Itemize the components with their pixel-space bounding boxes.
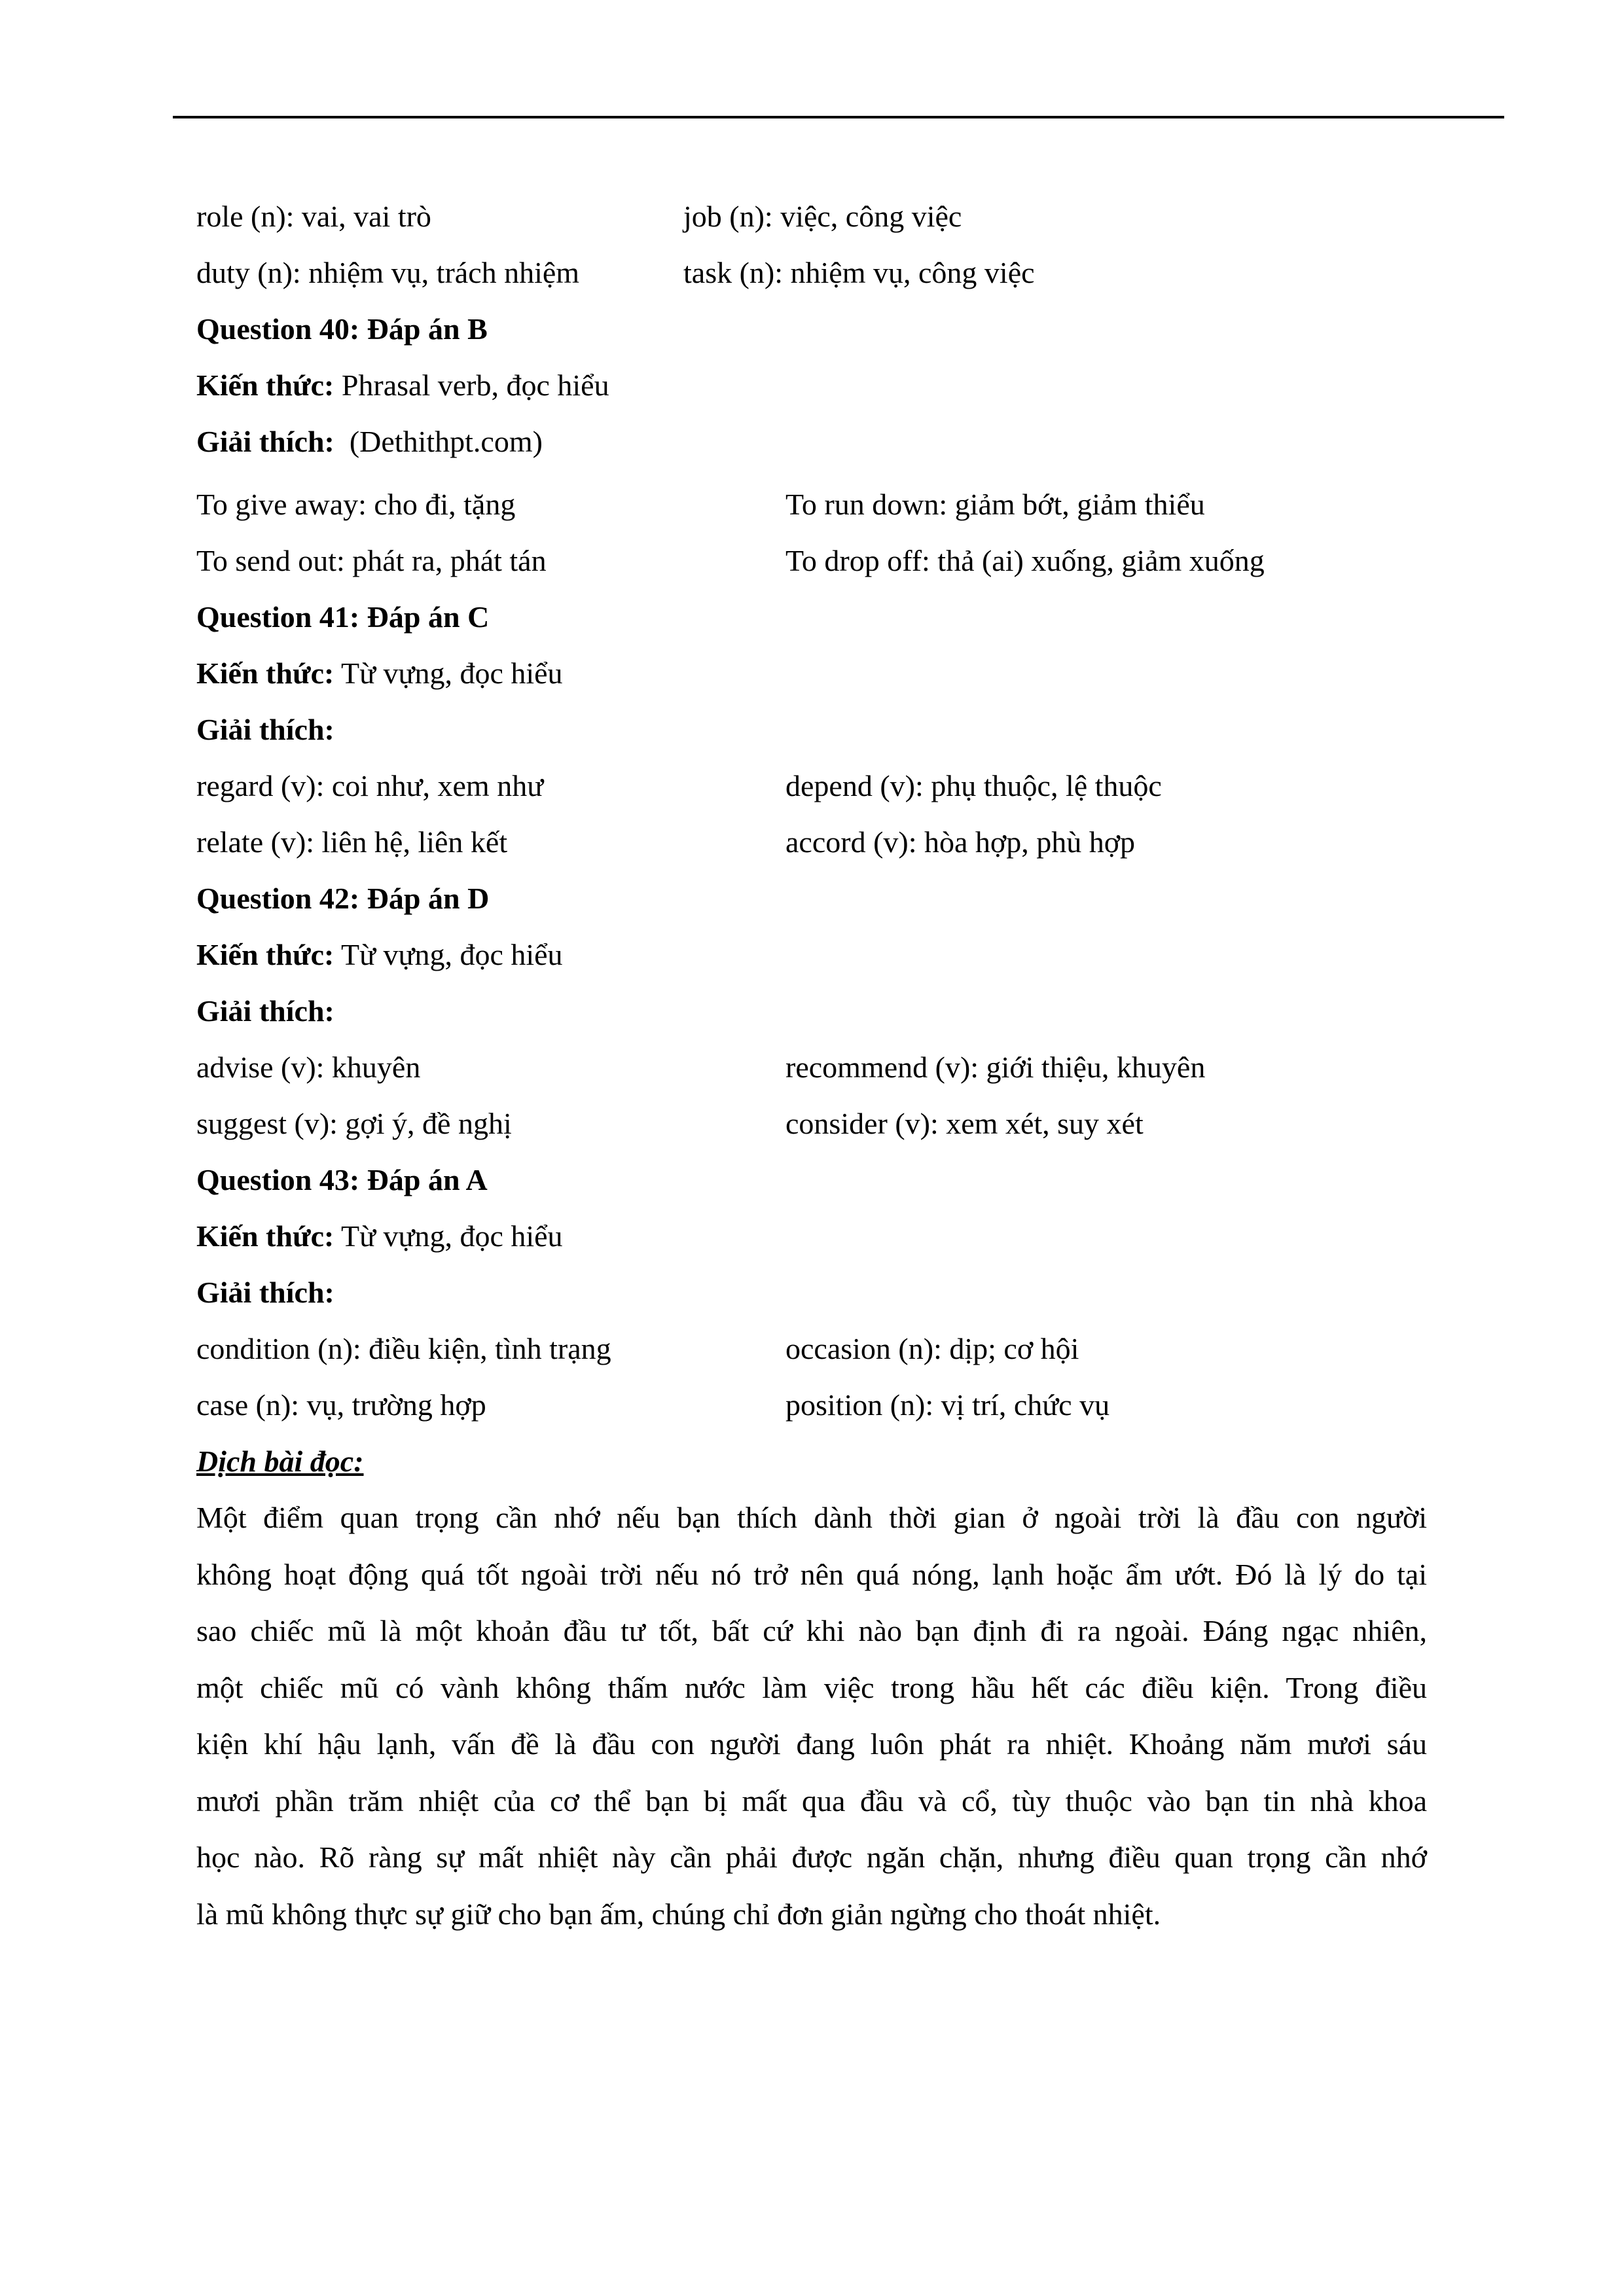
- vocab-row: [196, 1039, 1427, 1096]
- vocab-row: [196, 1321, 1427, 1377]
- vocab-right: To run down: giảm bớt, giảm thiểu: [785, 488, 1205, 521]
- vocab-left: case (n): vụ, trường hợp: [196, 1388, 486, 1422]
- knowledge-line: [196, 357, 1427, 414]
- vocab-right: task (n): nhiệm vụ, công việc: [683, 256, 1035, 289]
- vocab-right: occasion (n): dịp; cơ hội: [785, 1332, 1079, 1365]
- knowledge-value: Phrasal verb, đọc hiểu: [334, 368, 609, 402]
- translation-title: Dịch bài đọc:: [196, 1444, 364, 1478]
- header-rule: [173, 116, 1504, 118]
- vocab-right: job (n): việc, công việc: [683, 200, 962, 233]
- question-heading: Question 42: Đáp án D: [196, 882, 490, 915]
- vocab-right: position (n): vị trí, chức vụ: [785, 1388, 1110, 1422]
- vocab-left: condition (n): điều kiện, tình trạng: [196, 1332, 611, 1365]
- paragraph-line: một chiếc mũ có vành không thấm nước làm việc trong hầu hết các điều kiện. Trong điều: [196, 1670, 1427, 1704]
- vocab-row: [196, 245, 1427, 301]
- question-heading: Question 40: Đáp án B: [196, 312, 488, 346]
- vocab-row: [196, 814, 1427, 870]
- vocab-row: [196, 1377, 1427, 1433]
- paragraph-line: học nào. Rõ ràng sự mất nhiệt này cần phải được ngăn chặn, nhưng điều quan trọng cần nhớ: [196, 1840, 1427, 1874]
- explain-label: Giải thích:: [196, 713, 334, 746]
- knowledge-label: Kiến thức:: [196, 1219, 334, 1253]
- vocab-right: depend (v): phụ thuộc, lệ thuộc: [785, 769, 1162, 802]
- vocab-row: [196, 476, 1427, 533]
- knowledge-label: Kiến thức:: [196, 938, 334, 971]
- paragraph-line: là mũ không thực sự giữ cho bạn ấm, chúng chỉ đơn giản ngừng cho thoát nhiệt.: [196, 1897, 1161, 1931]
- knowledge-value: Từ vựng, đọc hiểu: [334, 656, 563, 690]
- translation-paragraph: [196, 1490, 1427, 1943]
- vocab-right: recommend (v): giới thiệu, khuyên: [785, 1050, 1206, 1084]
- vocab-row: [196, 1096, 1427, 1152]
- knowledge-label: Kiến thức:: [196, 656, 334, 690]
- vocab-left: suggest (v): gợi ý, đề nghị: [196, 1107, 512, 1140]
- explain-label: Giải thích:: [196, 994, 334, 1028]
- vocab-right: To drop off: thả (ai) xuống, giảm xuống: [785, 544, 1265, 577]
- explain-line: [196, 414, 1427, 476]
- paragraph-line: Một điểm quan trọng cần nhớ nếu bạn thích dành thời gian ở ngoài trời là đầu con người: [196, 1501, 1427, 1534]
- explain-label: Giải thích:: [196, 425, 334, 458]
- knowledge-value: Từ vựng, đọc hiểu: [334, 1219, 563, 1253]
- explain-value: (Dethithpt.com): [334, 425, 543, 458]
- knowledge-value: Từ vựng, đọc hiểu: [334, 938, 563, 971]
- paragraph-line: sao chiếc mũ là một khoản đầu tư tốt, bất cứ khi nào bạn định đi ra ngoài. Đáng ngạc nhiên,: [196, 1614, 1427, 1647]
- question-heading: Question 41: Đáp án C: [196, 600, 490, 634]
- vocab-row: [196, 758, 1427, 814]
- vocab-row: [196, 188, 1427, 245]
- vocab-left: regard (v): coi như, xem như: [196, 769, 544, 802]
- vocab-left: relate (v): liên hệ, liên kết: [196, 825, 508, 859]
- knowledge-line: [196, 1208, 1427, 1265]
- paragraph-line: không hoạt động quá tốt ngoài trời nếu nó trở nên quá nóng, lạnh hoặc ẩm ướt. Đó là lý do tại: [196, 1557, 1427, 1591]
- knowledge-line: [196, 645, 1427, 702]
- vocab-left: To give away: cho đi, tặng: [196, 488, 516, 521]
- paragraph-line: mươi phần trăm nhiệt của cơ thể bạn bị mất qua đầu và cổ, tùy thuộc vào bạn tin nhà khoa: [196, 1784, 1427, 1818]
- page-content: [196, 188, 1427, 1943]
- vocab-left: To send out: phát ra, phát tán: [196, 544, 547, 577]
- question-heading: Question 43: Đáp án A: [196, 1163, 488, 1196]
- knowledge-label: Kiến thức:: [196, 368, 334, 402]
- vocab-right: consider (v): xem xét, suy xét: [785, 1107, 1144, 1140]
- vocab-row: [196, 533, 1427, 589]
- paragraph-line: kiện khí hậu lạnh, vấn đề là đầu con người đang luôn phát ra nhiệt. Khoảng năm mươi sáu: [196, 1727, 1427, 1761]
- explain-label: Giải thích:: [196, 1276, 334, 1309]
- vocab-left: role (n): vai, vai trò: [196, 200, 431, 233]
- knowledge-line: [196, 927, 1427, 983]
- vocab-right: accord (v): hòa hợp, phù hợp: [785, 825, 1136, 859]
- vocab-left: duty (n): nhiệm vụ, trách nhiệm: [196, 256, 580, 289]
- vocab-left: advise (v): khuyên: [196, 1050, 421, 1084]
